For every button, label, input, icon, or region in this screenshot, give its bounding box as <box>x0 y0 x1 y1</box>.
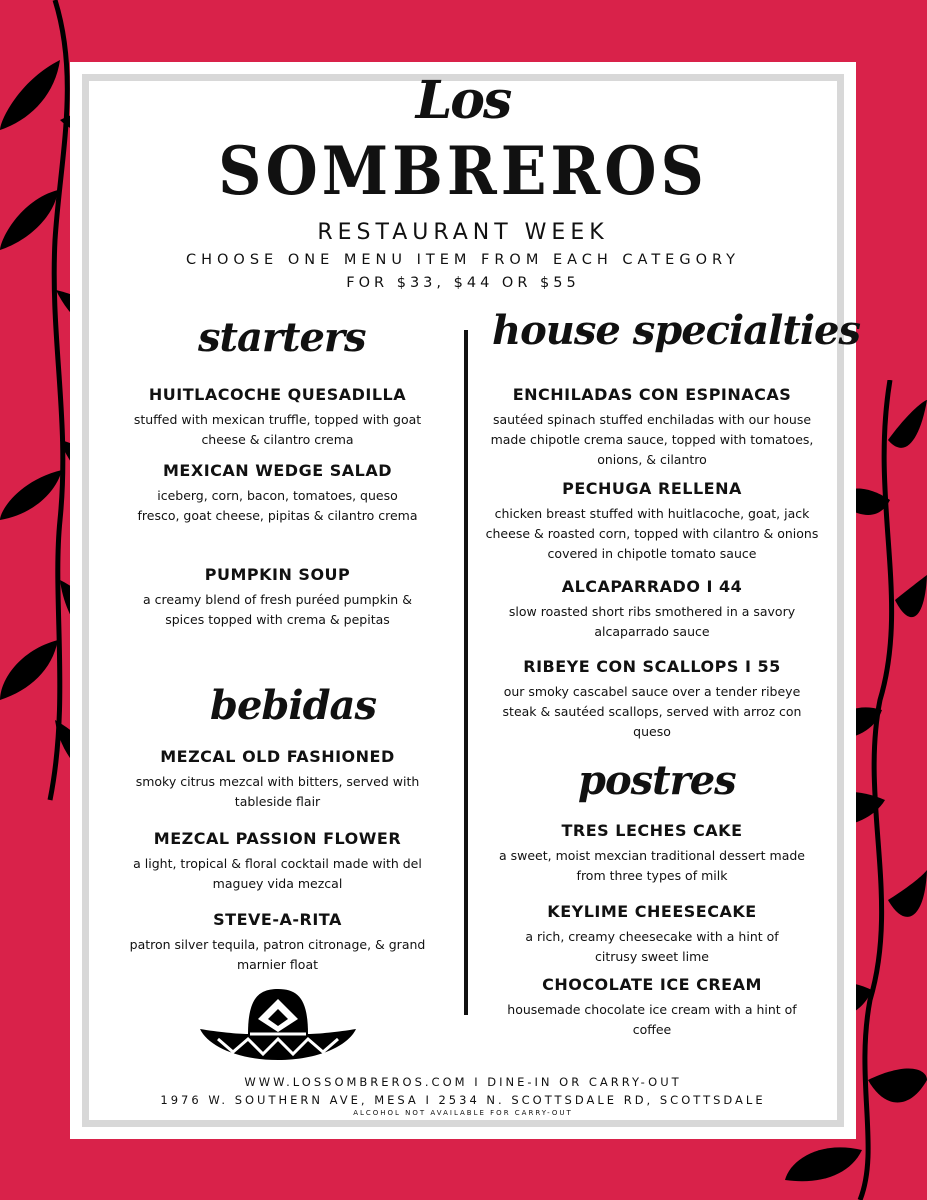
column-divider <box>464 330 468 1015</box>
brand-los: Los <box>415 70 511 131</box>
menu-sheet <box>70 62 860 1139</box>
menu-item <box>125 829 430 894</box>
item-name: TRES LECHES CAKE <box>561 821 743 840</box>
item-description: patron silver tequila, patron citronage, & grand marnier float <box>129 937 426 972</box>
footer-notice: ALCOHOL NOT AVAILABLE FOR CARRY-OUT <box>353 1109 573 1117</box>
item-name: KEYLIME CHEESECAKE <box>547 902 757 921</box>
item-name: PUMPKIN SOUP <box>204 565 351 584</box>
item-description: iceberg, corn, bacon, tomatoes, queso fresco, goat cheese, pipitas & cilantro crema <box>137 488 418 523</box>
menu-item <box>125 747 430 812</box>
menu-item <box>502 657 802 742</box>
starters-heading: starters <box>198 314 366 361</box>
menu-item <box>502 577 802 642</box>
item-name: MEXICAN WEDGE SALAD <box>163 461 392 480</box>
item-description: a sweet, moist mexcian traditional dessert made from three types of milk <box>499 848 805 883</box>
item-name: ALCAPARRADO I 44 <box>561 577 743 596</box>
item-name: PECHUGA RELLENA <box>562 479 742 498</box>
bebidas-heading: bebidas <box>210 682 376 729</box>
menu-item <box>125 565 430 630</box>
menu-item <box>125 910 430 975</box>
item-description: a creamy blend of fresh puréed pumpkin & spices topped with crema & pepitas <box>143 592 412 627</box>
brand-name: SOMBREROS <box>218 133 708 211</box>
item-description: smoky citrus mezcal with bitters, served with tableside flair <box>135 774 420 809</box>
item-description: stuffed with mexican truffle, topped with goat cheese & cilantro crema <box>133 412 422 447</box>
item-description: a light, tropical & floral cocktail made with del maguey vida mezcal <box>133 856 422 891</box>
footer-website: WWW.LOSSOMBREROS.COM I DINE-IN OR CARRY-OUT <box>244 1075 682 1089</box>
item-name: MEZCAL OLD FASHIONED <box>160 747 395 766</box>
sombrero-icon <box>198 984 358 1064</box>
menu-item <box>125 385 430 450</box>
item-name: HUITLACOCHE QUESADILLA <box>148 385 407 404</box>
postres-heading: postres <box>578 757 736 804</box>
event-title: RESTAURANT WEEK <box>317 220 609 245</box>
pricing-text: FOR $33, $44 OR $55 <box>346 275 580 291</box>
item-name: RIBEYE CON SCALLOPS I 55 <box>523 657 781 676</box>
item-description: slow roasted short ribs smothered in a savory alcaparrado sauce <box>508 604 796 639</box>
item-name: CHOCOLATE ICE CREAM <box>542 975 762 994</box>
item-description: a rich, creamy cheesecake with a hint of citrusy sweet lime <box>525 929 779 964</box>
menu-item <box>502 975 802 1040</box>
item-description: chicken breast stuffed with huitlacoche, goat, jack cheese & roasted corn, topped with cilantro & onions covered in chipotle tomato sauce <box>485 506 819 561</box>
item-description: our smoky cascabel sauce over a tender ribeye steak & sautéed scallops, served with arroz con queso <box>502 684 802 739</box>
item-description: housemade chocolate ice cream with a hint of coffee <box>507 1002 797 1037</box>
item-name: MEZCAL PASSION FLOWER <box>153 829 402 848</box>
specialties-heading: house specialties <box>492 307 860 354</box>
item-name: ENCHILADAS CON ESPINACAS <box>512 385 792 404</box>
item-description: sautéed spinach stuffed enchiladas with our house made chipotle crema sauce, topped with tomatoes, onions, & cilantro <box>490 412 814 467</box>
menu-item <box>512 902 792 967</box>
menu-item <box>135 461 420 526</box>
footer-addresses: 1976 W. SOUTHERN AVE, MESA I 2534 N. SCOTTSDALE RD, SCOTTSDALE <box>160 1093 766 1107</box>
item-name: STEVE-A-RITA <box>213 910 342 929</box>
menu-item <box>482 385 822 470</box>
menu-item <box>492 821 812 886</box>
instruction-text: CHOOSE ONE MENU ITEM FROM EACH CATEGORY <box>185 252 741 268</box>
menu-item <box>482 479 822 564</box>
